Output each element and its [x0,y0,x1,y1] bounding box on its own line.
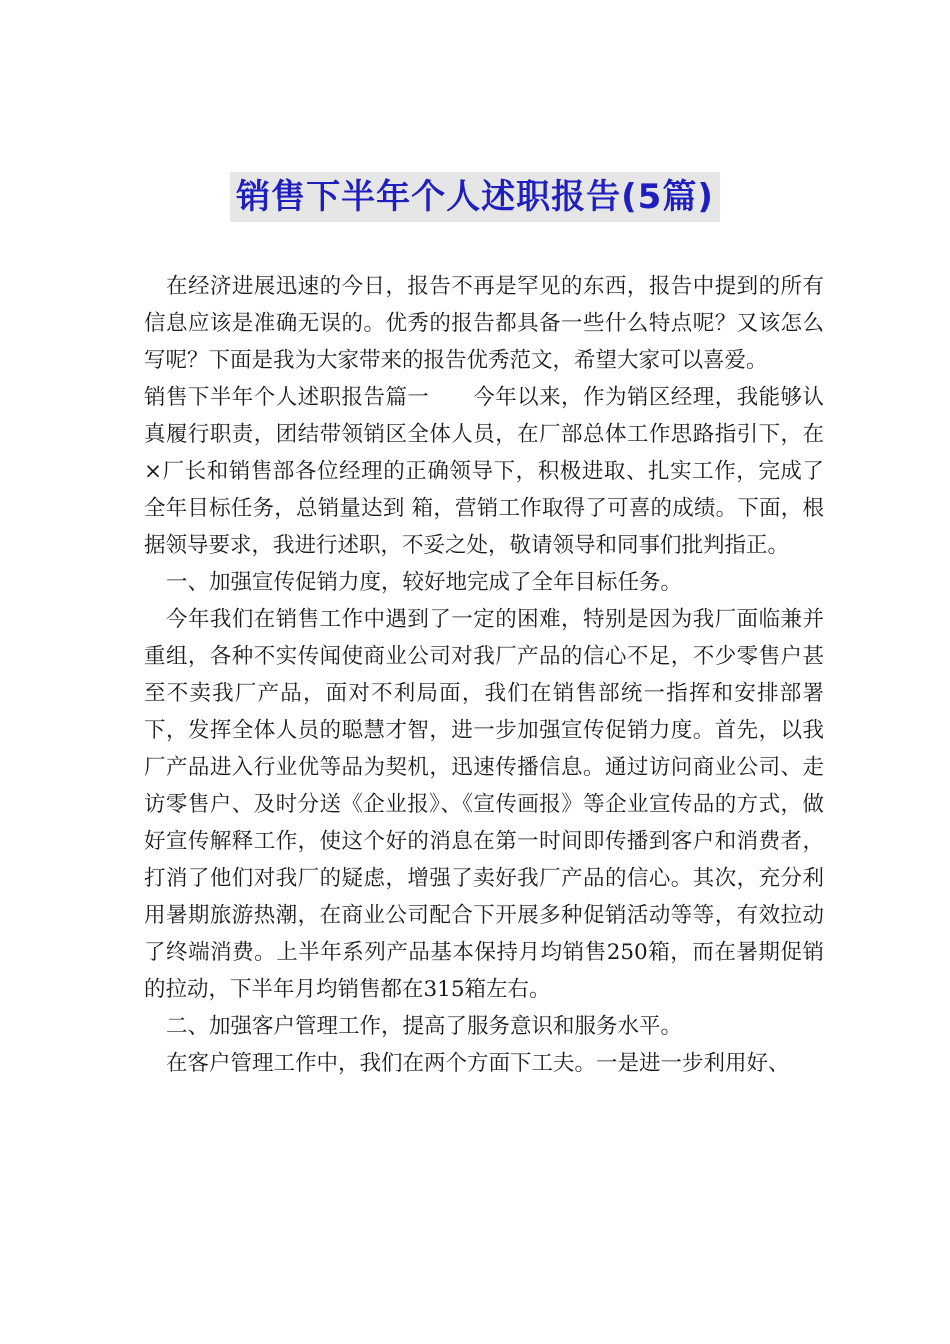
title-container [0,172,950,222]
heading-one: 一、加强宣传促销力度，较好地完成了全年目标任务。 [166,570,683,595]
heading-two: 二、加强客户管理工作，提高了服务意识和服务水平。 [166,1014,683,1039]
customer-paragraph: 在客户管理工作中，我们在两个方面下工夫。一是进一步利用好、 [166,1051,790,1076]
document-title: 销售下半年个人述职报告(5篇) [230,172,720,222]
intro-paragraph: 在经济进展迅速的今日，报告不再是罕见的东西，报告中提到的所有信息应该是准确无误的。优秀的报告都具备一些什么特点呢？又该怎么写呢？下面是我为大家带来的报告优秀范文，希望大家可以喜爱。 [144,274,824,373]
promotion-paragraph: 今年我们在销售工作中遇到了一定的困难，特别是因为我厂面临兼并重组，各种不实传闻使商业公司对我厂产品的信心不足，不少零售户甚至不卖我厂产品，面对不利局面，我们在销售部统一指挥和安排部署下，发挥全体人员的聪慧才智，进一步加强宣传促销力度。首先，以我厂产品进入行业优等品为契机，迅速传播信息。通过访问商业公司、走访零售户、及时分送《企业报》、《宣传画报》等企业宣传品的方式，做好宣传解释工作，使这个好的消息在第一时间即传播到客户和消费者，打消了他们对我厂的疑虑，增强了卖好我厂产品的信心。其次，充分利用暑期旅游热潮，在商业公司配合下开展多种促销活动等等，有效拉动了终端消费。上半年系列产品基本保持月均销售250箱，而在暑期促销的拉动，下半年月均销售都在315箱左右。 [144,607,824,1002]
document-body [144,268,824,1082]
section-one-paragraph: 销售下半年个人述职报告篇一 今年以来，作为销区经理，我能够认真履行职责，团结带领销区全体人员，在厂部总体工作思路指引下，在×厂长和销售部各位经理的正确领导下，积极进取、扎实工作，完成了全年目标任务，总销量达到 箱，营销工作取得了可喜的成绩。下面，根据领导要求，我进行述职，不妥之处，敬请领导和同事们批判指正。 [144,385,824,558]
